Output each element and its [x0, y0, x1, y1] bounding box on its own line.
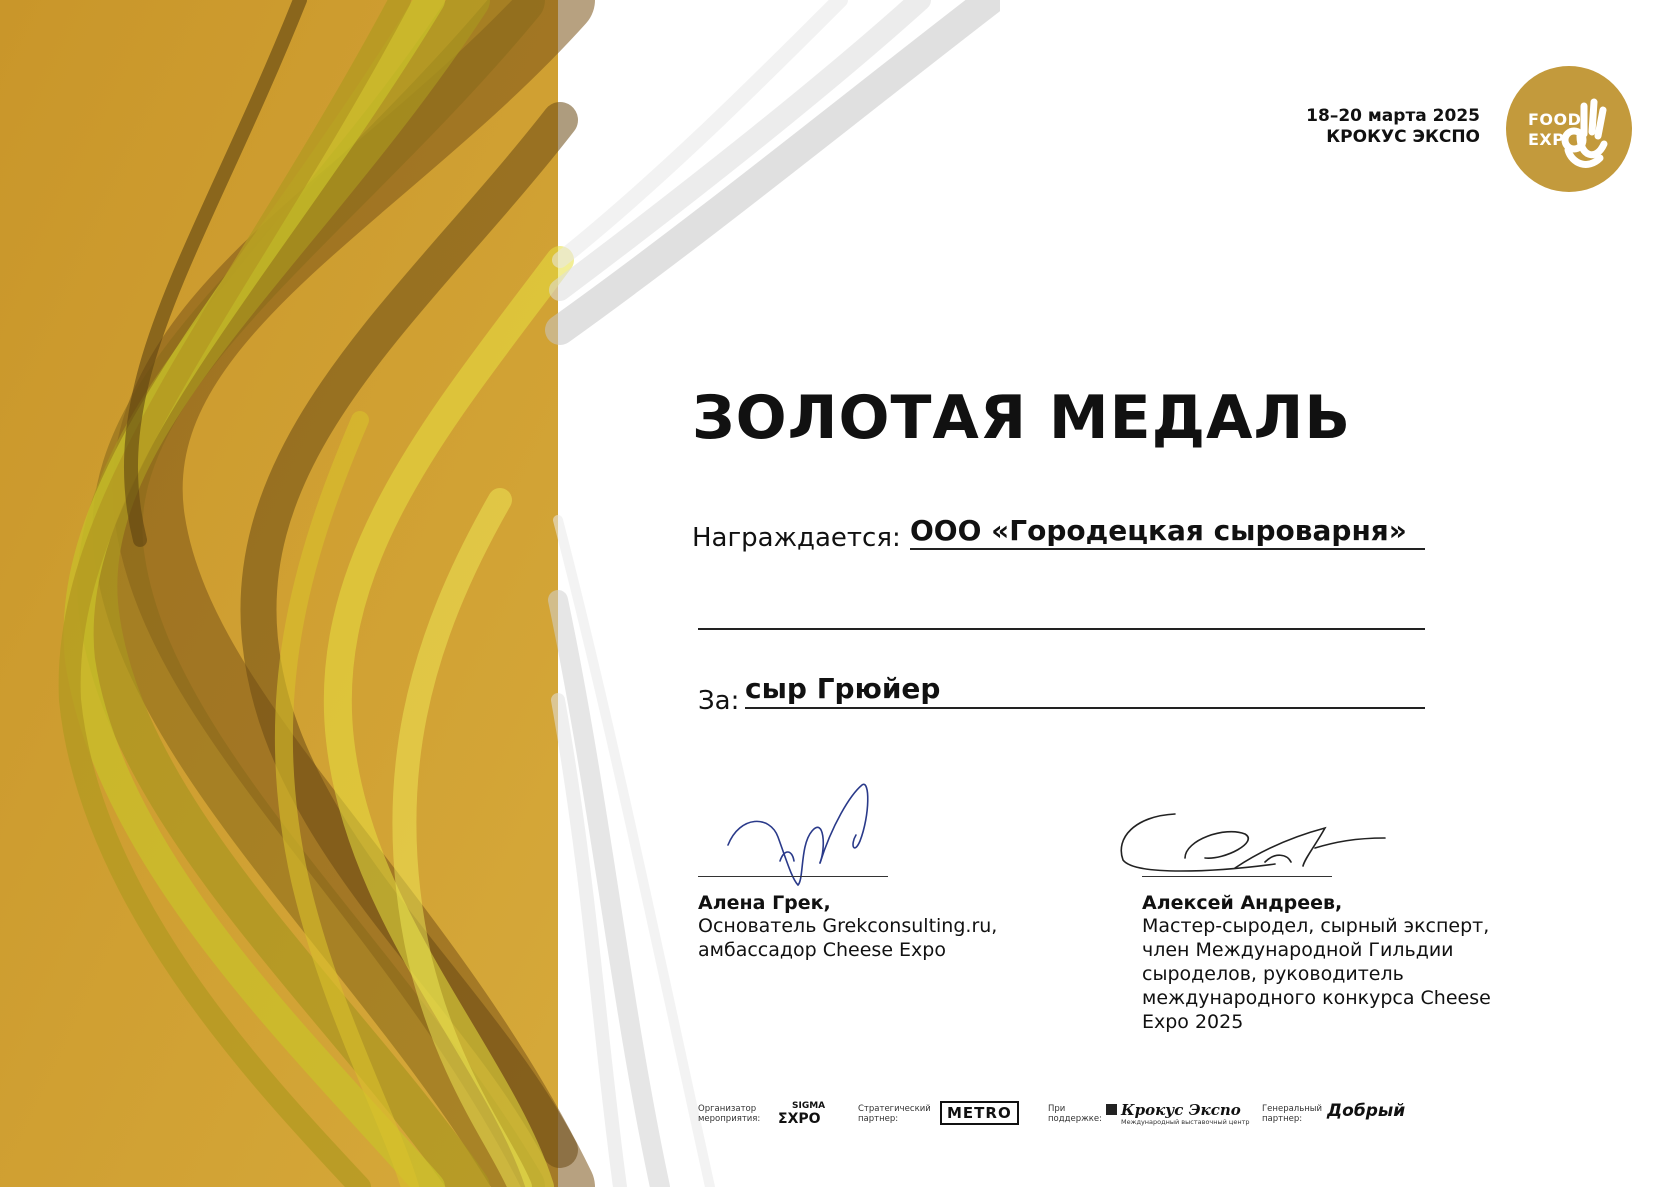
awarded-underline-2	[698, 628, 1425, 630]
signatory-title-line: Основатель Grekconsulting.ru,	[698, 915, 998, 937]
signature-line-andreev	[1142, 876, 1332, 877]
strategic-label-line: партнер:	[858, 1114, 899, 1124]
signatory-andreev	[1142, 892, 1522, 1034]
awarded-value: ООО «Городецкая сыроварня»	[910, 514, 1407, 547]
support-label-line: При	[1048, 1104, 1066, 1114]
crocus-expo-subtitle: Международный выставочный центр	[1121, 1118, 1250, 1126]
strategic-label-line: Стратегический	[858, 1104, 931, 1114]
organizer-label	[698, 1104, 760, 1124]
signatory-name: Алексей Андреев,	[1142, 892, 1343, 914]
for-value: сыр Грюйер	[745, 672, 941, 705]
signatory-title-line: член Международной Гильдии	[1142, 939, 1454, 961]
dobry-logo: Добрый	[1327, 1101, 1406, 1121]
for-label: За:	[698, 686, 740, 716]
signatory-name: Алена Грек,	[698, 892, 831, 914]
signatory-grek	[698, 892, 1058, 962]
ok-hand-icon	[1506, 66, 1632, 192]
signatory-title-line: сыроделов, руководитель	[1142, 963, 1404, 985]
support-label	[1048, 1104, 1102, 1124]
sigma-expo-logo	[778, 1100, 825, 1126]
metro-logo: METRO	[940, 1101, 1019, 1125]
signature-line-grek	[698, 876, 888, 877]
for-underline	[745, 707, 1425, 709]
sigma-logo-bottom: ΣXPO	[778, 1111, 821, 1127]
general-label-line: Генеральный	[1262, 1104, 1323, 1114]
certificate-title: ЗОЛОТАЯ МЕДАЛЬ	[692, 383, 1352, 453]
general-label-line: партнер:	[1262, 1114, 1303, 1124]
logo-word-expo: EXP	[1528, 130, 1565, 149]
support-label-line: поддержке:	[1048, 1114, 1103, 1124]
awarded-underline	[910, 548, 1425, 550]
event-venue: КРОКУС ЭКСПО	[1326, 127, 1480, 147]
general-label	[1262, 1104, 1322, 1124]
organizer-label-line: мероприятия:	[698, 1114, 761, 1124]
signatory-title-line: амбассадор Cheese Expo	[698, 939, 946, 961]
sigma-logo-top: SIGMA	[792, 1101, 826, 1111]
event-dates: 18–20 марта 2025	[1306, 106, 1480, 126]
signature-grek	[700, 775, 900, 895]
crocus-expo-logo: Крокус Экспо	[1121, 1101, 1241, 1119]
signatory-title-line: Expo 2025	[1142, 1011, 1244, 1033]
strategic-label	[858, 1104, 931, 1124]
food-expo-logo	[1506, 66, 1632, 192]
signatory-title-line: Мастер-сыродел, сырный эксперт,	[1142, 915, 1490, 937]
signatory-title-line: международного конкурса Cheese	[1142, 987, 1491, 1009]
organizer-label-line: Организатор	[698, 1104, 757, 1114]
event-info	[1210, 106, 1480, 148]
logo-word-food: FOOD	[1528, 110, 1582, 129]
crocus-square-icon	[1106, 1104, 1117, 1115]
awarded-label: Награждается:	[692, 523, 901, 553]
